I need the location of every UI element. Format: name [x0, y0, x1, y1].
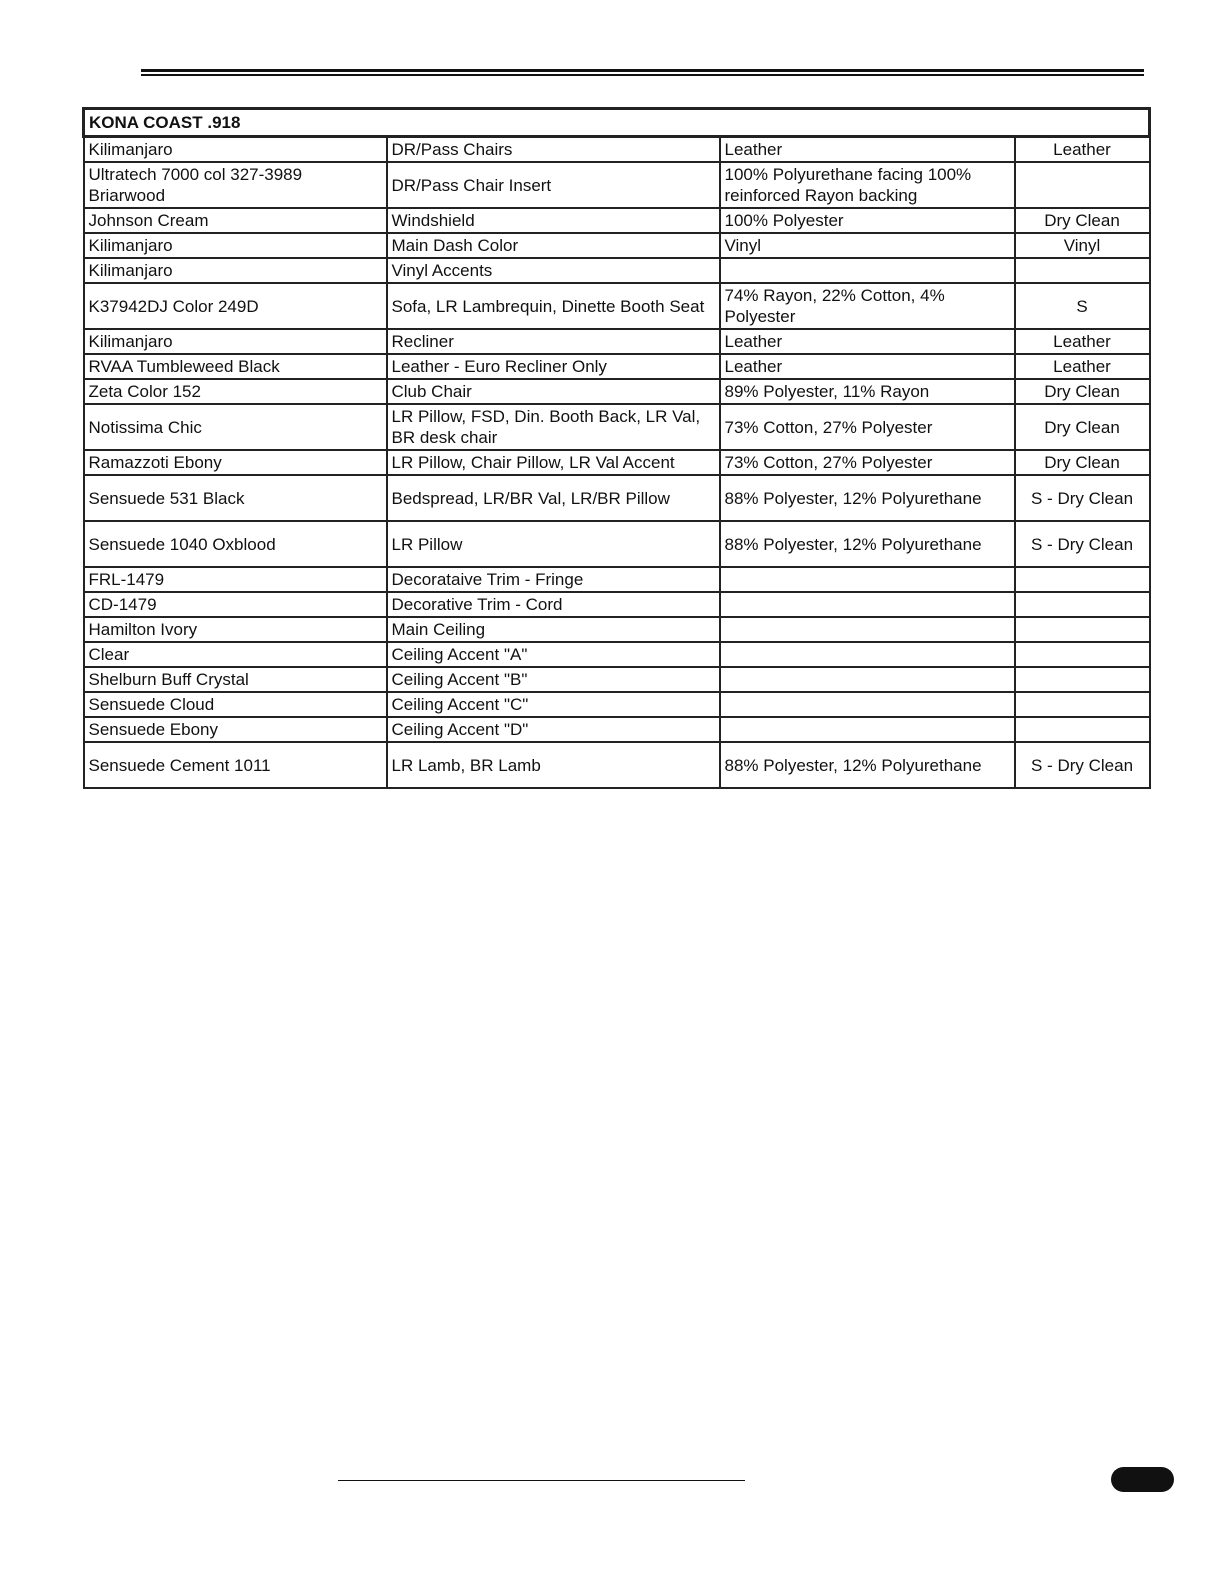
header-rule [141, 69, 1144, 76]
content-cell [720, 717, 1015, 742]
care-cell [1015, 667, 1150, 692]
fabric-name-cell: Clear [84, 642, 387, 667]
location-cell: Recliner [387, 329, 720, 354]
care-cell: Dry Clean [1015, 404, 1150, 450]
content-cell [720, 617, 1015, 642]
content-cell [720, 692, 1015, 717]
location-cell: Ceiling Accent "A" [387, 642, 720, 667]
location-cell: DR/Pass Chairs [387, 137, 720, 163]
content-cell: 88% Polyester, 12% Polyurethane [720, 475, 1015, 521]
location-cell: Vinyl Accents [387, 258, 720, 283]
care-cell: Leather [1015, 137, 1150, 163]
table-title: KONA COAST .918 [84, 109, 1150, 137]
fabric-name-cell: Sensuede Ebony [84, 717, 387, 742]
fabric-name-cell: Kilimanjaro [84, 258, 387, 283]
fabric-spec-table [82, 107, 1151, 789]
fabric-name-cell: Sensuede 1040 Oxblood [84, 521, 387, 567]
care-cell [1015, 692, 1150, 717]
location-cell: Windshield [387, 208, 720, 233]
location-cell: Decorative Trim - Cord [387, 592, 720, 617]
fabric-name-cell: Kilimanjaro [84, 137, 387, 163]
content-cell: 100% Polyester [720, 208, 1015, 233]
content-cell [720, 567, 1015, 592]
content-cell [720, 592, 1015, 617]
content-cell: Leather [720, 329, 1015, 354]
table-row [84, 162, 1150, 208]
fabric-name-cell: Sensuede Cement 1011 [84, 742, 387, 788]
content-cell: 88% Polyester, 12% Polyurethane [720, 742, 1015, 788]
location-cell: Ceiling Accent "B" [387, 667, 720, 692]
table-row [84, 567, 1150, 592]
table-row [84, 475, 1150, 521]
fabric-name-cell: CD-1479 [84, 592, 387, 617]
location-cell: Main Ceiling [387, 617, 720, 642]
content-cell: 73% Cotton, 27% Polyester [720, 404, 1015, 450]
table-row [84, 450, 1150, 475]
content-cell [720, 642, 1015, 667]
content-cell: 88% Polyester, 12% Polyurethane [720, 521, 1015, 567]
fabric-name-cell: Shelburn Buff Crystal [84, 667, 387, 692]
care-cell [1015, 642, 1150, 667]
location-cell: Decorataive Trim - Fringe [387, 567, 720, 592]
table-row [84, 208, 1150, 233]
location-cell: Ceiling Accent "C" [387, 692, 720, 717]
location-cell: Ceiling Accent "D" [387, 717, 720, 742]
fabric-name-cell: Notissima Chic [84, 404, 387, 450]
location-cell: LR Lamb, BR Lamb [387, 742, 720, 788]
table-row [84, 354, 1150, 379]
fabric-name-cell: Johnson Cream [84, 208, 387, 233]
table-row [84, 233, 1150, 258]
care-cell: S - Dry Clean [1015, 521, 1150, 567]
location-cell: DR/Pass Chair Insert [387, 162, 720, 208]
table-row [84, 258, 1150, 283]
table-row [84, 329, 1150, 354]
fabric-name-cell: Zeta Color 152 [84, 379, 387, 404]
care-cell [1015, 617, 1150, 642]
fabric-name-cell: FRL-1479 [84, 567, 387, 592]
table-row [84, 379, 1150, 404]
fabric-name-cell: Ramazzoti Ebony [84, 450, 387, 475]
location-cell: Sofa, LR Lambrequin, Dinette Booth Seat [387, 283, 720, 329]
table-row [84, 617, 1150, 642]
table-row [84, 742, 1150, 788]
care-cell [1015, 717, 1150, 742]
table-row [84, 404, 1150, 450]
fabric-name-cell: Sensuede 531 Black [84, 475, 387, 521]
table-row [84, 283, 1150, 329]
care-cell: Leather [1015, 354, 1150, 379]
care-cell [1015, 592, 1150, 617]
care-cell [1015, 162, 1150, 208]
content-cell: Vinyl [720, 233, 1015, 258]
content-cell: 74% Rayon, 22% Cotton, 4% Polyester [720, 283, 1015, 329]
care-cell [1015, 258, 1150, 283]
content-cell: 73% Cotton, 27% Polyester [720, 450, 1015, 475]
table-row [84, 137, 1150, 163]
table-row [84, 717, 1150, 742]
care-cell: Leather [1015, 329, 1150, 354]
footer-rule [338, 1480, 745, 1481]
care-cell: S [1015, 283, 1150, 329]
content-cell: 89% Polyester, 11% Rayon [720, 379, 1015, 404]
content-cell: 100% Polyurethane facing 100% reinforced Rayon backing [720, 162, 1015, 208]
fabric-name-cell: Kilimanjaro [84, 329, 387, 354]
location-cell: Bedspread, LR/BR Val, LR/BR Pillow [387, 475, 720, 521]
care-cell: Dry Clean [1015, 379, 1150, 404]
table-row [84, 692, 1150, 717]
table-row [84, 642, 1150, 667]
content-cell [720, 258, 1015, 283]
care-cell [1015, 567, 1150, 592]
fabric-name-cell: Sensuede Cloud [84, 692, 387, 717]
care-cell: Dry Clean [1015, 450, 1150, 475]
page-number-badge [1111, 1467, 1174, 1492]
care-cell: S - Dry Clean [1015, 742, 1150, 788]
table-row [84, 592, 1150, 617]
location-cell: Leather - Euro Recliner Only [387, 354, 720, 379]
table-row [84, 521, 1150, 567]
care-cell: S - Dry Clean [1015, 475, 1150, 521]
location-cell: Main Dash Color [387, 233, 720, 258]
content-cell: Leather [720, 137, 1015, 163]
table-row [84, 667, 1150, 692]
location-cell: LR Pillow, FSD, Din. Booth Back, LR Val, BR desk chair [387, 404, 720, 450]
content-cell [720, 667, 1015, 692]
content-cell: Leather [720, 354, 1015, 379]
location-cell: LR Pillow, Chair Pillow, LR Val Accent [387, 450, 720, 475]
fabric-name-cell: K37942DJ Color 249D [84, 283, 387, 329]
care-cell: Dry Clean [1015, 208, 1150, 233]
fabric-name-cell: Ultratech 7000 col 327-3989 Briarwood [84, 162, 387, 208]
care-cell: Vinyl [1015, 233, 1150, 258]
location-cell: Club Chair [387, 379, 720, 404]
fabric-name-cell: Hamilton Ivory [84, 617, 387, 642]
location-cell: LR Pillow [387, 521, 720, 567]
fabric-name-cell: Kilimanjaro [84, 233, 387, 258]
fabric-name-cell: RVAA Tumbleweed Black [84, 354, 387, 379]
